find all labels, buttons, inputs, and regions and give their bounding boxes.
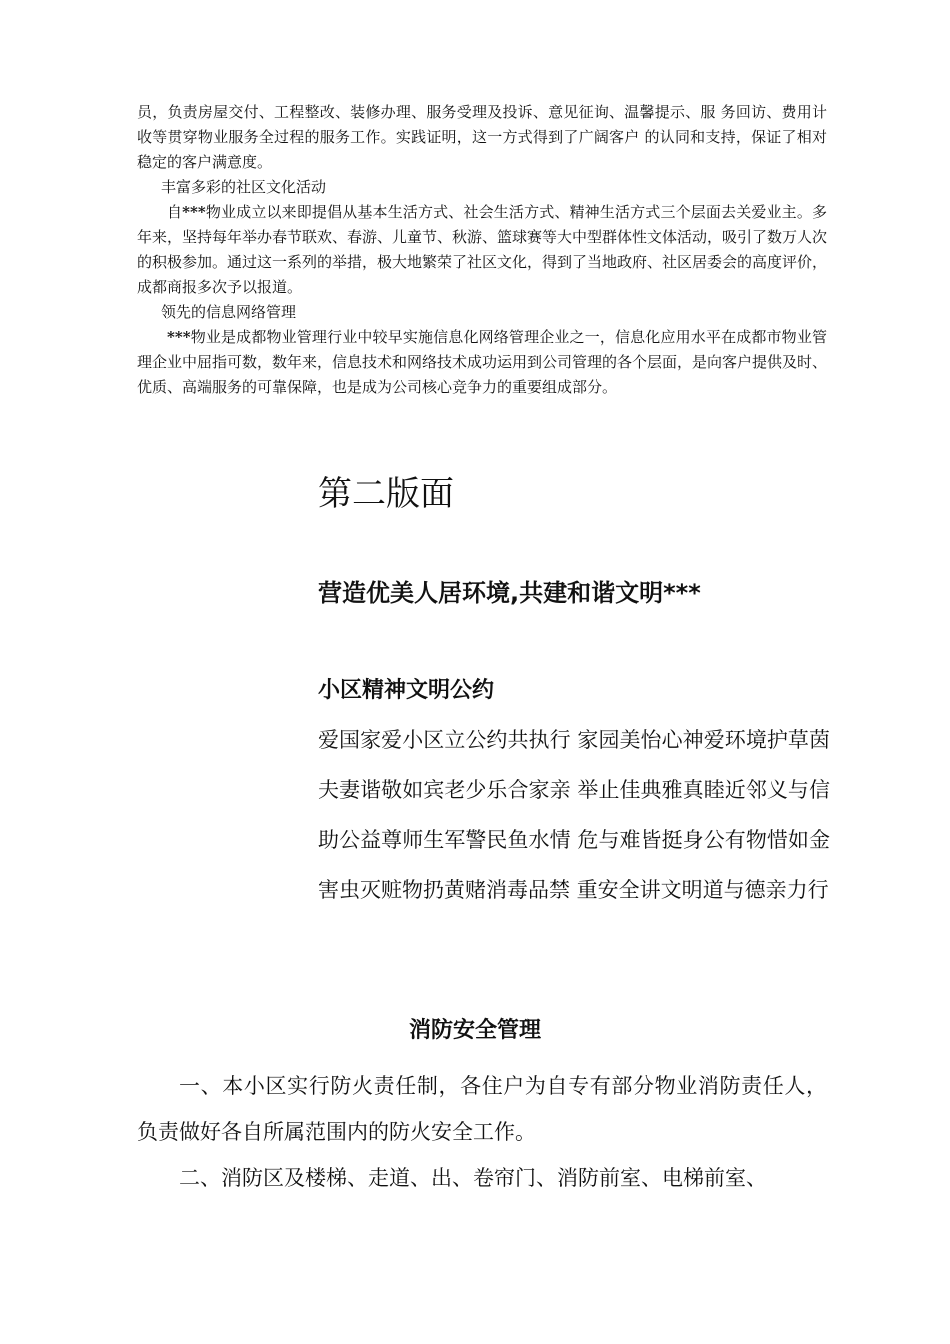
page-title: 第二版面 <box>318 474 454 514</box>
community-culture-paragraph <box>137 200 827 300</box>
fire-safety-title: 消防安全管理 <box>408 1018 541 1043</box>
fire-safety-paragraph-2: 二、消防区及楼梯、走道、出、卷帘门、消防前室、电梯前室、 <box>179 1166 767 1190</box>
company-name-placeholder: *** <box>182 203 206 221</box>
paragraph-prefix: 自 <box>167 203 183 221</box>
information-network-heading: 领先的信息网络管理 <box>161 303 297 321</box>
convention-text: 爱国家爱小区立公约共执行 家园美怡心神爱环境护草茵 夫妻谐敬如宾老少乐合家亲 举止佳典雅真睦近邻义与信 助公益尊师生军警民鱼水情 危与难皆挺身公有物惜如金 害虫灭赃物扔黄赌消毒品禁 重安全讲文明道与德亲力行 <box>318 728 830 902</box>
paragraph-body: 物业成立以来即提倡从基本生活方式、社会生活方式、精神生活方式三个层面去关爱业主。多年来，坚持每年举办春节联欢、春游、儿童节、秋游、篮球赛等大中型群体性文体活动，吸引了数万人次的积极参加。通过这一系列的举措，极大地繁荣了社区文化，得到了当地政府、社区居委会的高度评价，成都商报多次予以报道。 <box>137 203 828 296</box>
company-name-placeholder: *** <box>167 328 191 346</box>
intro-section <box>137 100 827 400</box>
paragraph-body: 物业是成都物业管理行业中较早实施信息化网络管理企业之一，信息化应用水平在成都市物业管理企业中屈指可数，数年来，信息技术和网络技术成功运用到公司管理的各个层面，是向客户提供及时、优质、高端服务的可靠保障，也是成为公司核心竞争力的重要组成部分。 <box>137 328 828 396</box>
fire-safety-paragraph-1: 一、本小区实行防火责任制，各住户为自专有部分物业消防责任人，负责做好各自所属范围内的防火安全工作。 <box>137 1074 827 1144</box>
intro-paragraph: 员，负责房屋交付、工程整改、装修办理、服务受理及投诉、意见征询、温馨提示、服 务回访、费用计收等贯穿物业服务全过程的服务工作。实践证明，这一方式得到了广阔客户 的认同和支持，保证了相对稳定的客户满意度。 <box>137 103 827 171</box>
community-culture-heading: 丰富多彩的社区文化活动 <box>161 178 327 196</box>
information-network-paragraph <box>137 325 827 400</box>
convention-title: 小区精神文明公约 <box>318 678 495 703</box>
headline: 营造优美人居环境,共建和谐文明*** <box>318 579 701 607</box>
fire-safety-body <box>137 1063 827 1201</box>
